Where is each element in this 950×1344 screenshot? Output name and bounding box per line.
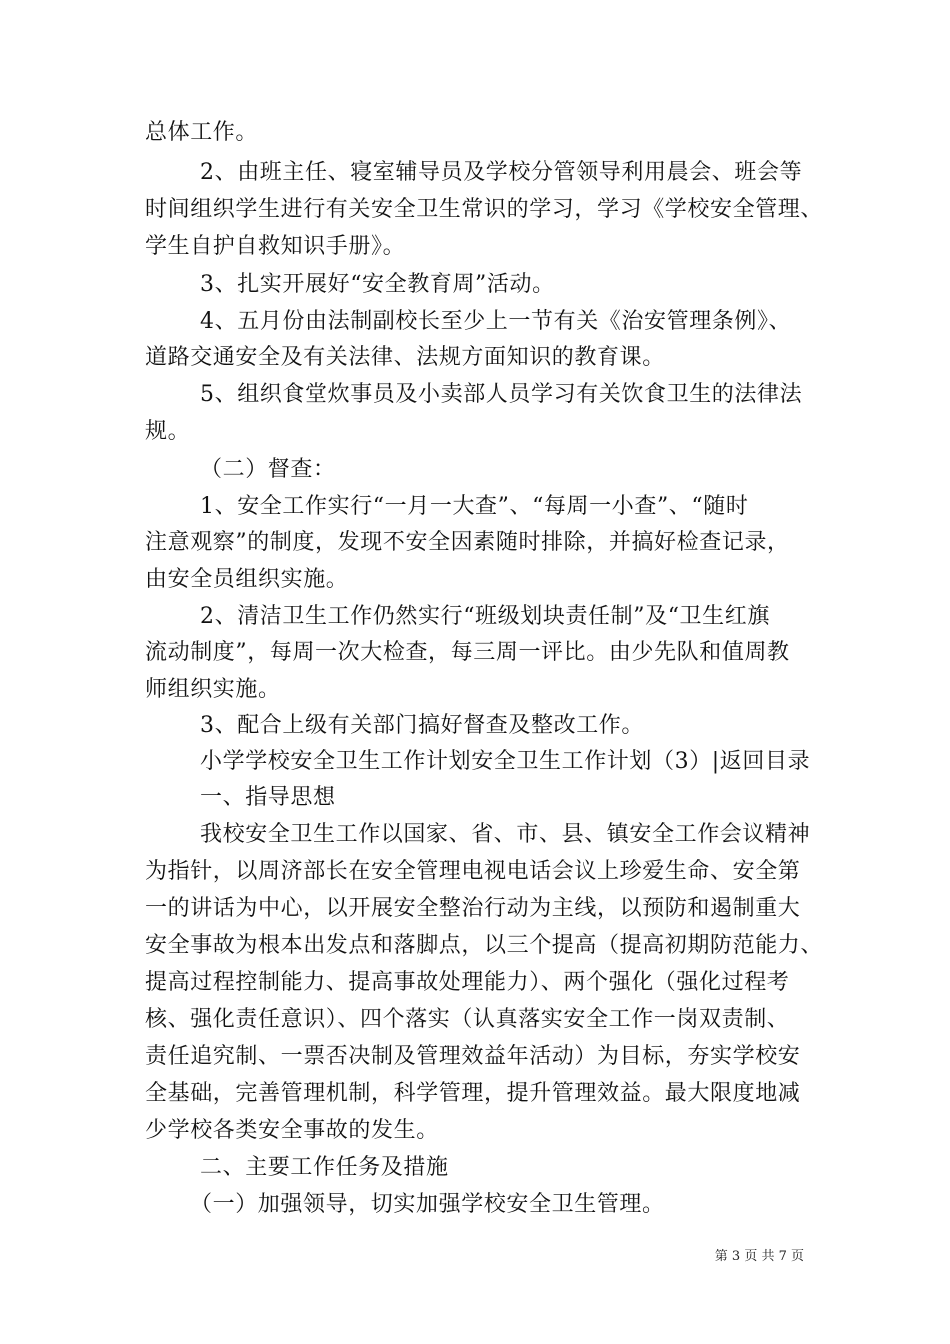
text-line: 由安全员组织实施。 bbox=[145, 567, 349, 592]
text-line: 责任追究制、一票否决制及管理效益年活动）为目标，夯实学校安 bbox=[145, 1044, 801, 1069]
text-line: 我校安全卫生工作以国家、省、市、县、镇安全工作会议精神 bbox=[200, 822, 811, 847]
text-line: 注意观察”的制度，发现不安全因素随时排除，并搞好检查记录， bbox=[145, 530, 790, 555]
text-line: 安全事故为根本出发点和落脚点，以三个提高（提高初期防范能力、 bbox=[145, 933, 824, 958]
text-line: 师组织实施。 bbox=[145, 677, 281, 702]
text-line: 时间组织学生进行有关安全卫生常识的学习，学习《学校安全管理、 bbox=[145, 197, 824, 222]
section-heading: 二、主要工作任务及措施 bbox=[200, 1155, 449, 1180]
text-line: 2、由班主任、寝室辅导员及学校分管领导利用晨会、班会等 bbox=[200, 160, 803, 185]
text-line: 提高过程控制能力、提高事故处理能力）、两个强化（强化过程考 bbox=[145, 970, 790, 995]
section-title: 小学学校安全卫生工作计划安全卫生工作计划（3）|返回目录 bbox=[200, 749, 811, 774]
text-line: 道路交通安全及有关法律、法规方面知识的教育课。 bbox=[145, 345, 665, 370]
text-line: 1、安全工作实行“一月一大查”、“每周一小查”、“随时 bbox=[200, 494, 749, 519]
text-line: 少学校各类安全事故的发生。 bbox=[145, 1118, 439, 1143]
section-heading: 一、指导思想 bbox=[200, 785, 336, 810]
section-heading: （二）督查： bbox=[200, 457, 336, 482]
text-line: 规。 bbox=[145, 419, 191, 444]
text-line: 学生自护自救知识手册》。 bbox=[145, 234, 406, 259]
text-line: 2、清洁卫生工作仍然实行“班级划块责任制”及“卫生红旗 bbox=[200, 604, 770, 629]
text-line: 流动制度”，每周一次大检查，每三周一评比。由少先队和值周教 bbox=[145, 640, 790, 665]
section-heading: （一）加强领导，切实加强学校安全卫生管理。 bbox=[190, 1192, 665, 1217]
text-line: 3、扎实开展好“安全教育周”活动。 bbox=[200, 272, 555, 297]
text-line: 为指针，以周济部长在安全管理电视电话会议上珍爱生命、安全第 bbox=[145, 859, 801, 884]
text-line: 总体工作。 bbox=[145, 120, 259, 145]
text-line: 3、配合上级有关部门搞好督查及整改工作。 bbox=[200, 713, 644, 738]
text-line: 5、组织食堂炊事员及小卖部人员学习有关饮食卫生的法律法 bbox=[200, 382, 803, 407]
text-line: 4、五月份由法制副校长至少上一节有关《治安管理条例》、 bbox=[200, 309, 792, 334]
page-number: 第 3 页 共 7 页 bbox=[714, 1249, 804, 1264]
text-line: 一的讲话为中心，以开展安全整治行动为主线，以预防和遏制重大 bbox=[145, 896, 801, 921]
text-line: 全基础，完善管理机制，科学管理，提升管理效益。最大限度地减 bbox=[145, 1081, 801, 1106]
text-line: 核、强化责任意识）、四个落实（认真落实安全工作一岗双责制、 bbox=[145, 1007, 790, 1032]
